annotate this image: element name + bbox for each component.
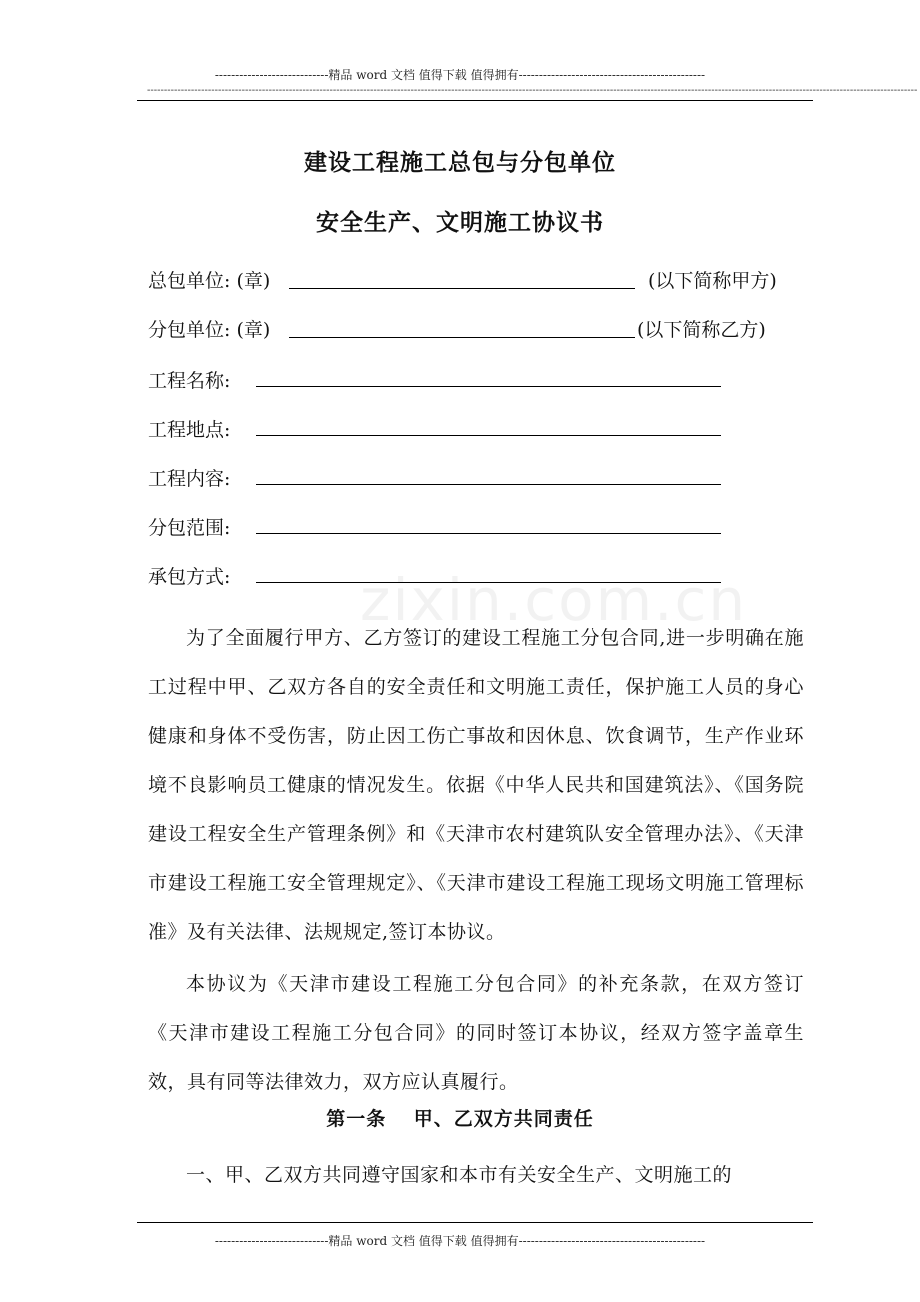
field-subcontractor [148, 315, 804, 345]
field-sub-scope [148, 513, 728, 543]
field-contractor-blank[interactable] [289, 288, 635, 289]
field-contractor-label: 总包单位: (章) [148, 270, 271, 292]
field-subcontractor-note: (以下简称乙方) [637, 319, 766, 341]
field-contractor-note: (以下简称甲方) [648, 270, 777, 292]
field-project-name [148, 366, 728, 396]
body-paragraph-supplement: 本协议为《天津市建设工程施工分包合同》的补充条款，在双方签订《天津市建设工程施工分包合同》的同时签订本协议，经双方签字盖章生效，具有同等法律效力，双方应认真履行。 [148, 973, 804, 1093]
field-subcontractor-blank[interactable] [289, 337, 635, 338]
field-project-name-blank[interactable] [256, 386, 721, 387]
field-contract-mode-label: 承包方式: [148, 566, 231, 588]
field-project-content-blank[interactable] [256, 484, 721, 485]
field-project-name-label: 工程名称: [148, 370, 231, 392]
body-paragraph-article1-item1: 一、甲、乙双方共同遵守国家和本市有关安全生产、文明施工的 [186, 1164, 733, 1186]
page-footer-banner: ----------------------------精品 word 文档 值得下载 值得拥有---------------------------------------------- [214, 1234, 706, 1248]
body-paragraph-purpose: 为了全面履行甲方、乙方签订的建设工程施工分包合同,进一步明确在施工过程中甲、乙双方各自的安全责任和文明施工责任，保护施工人员的身心健康和身体不受伤害，防止因工伤亡事故和因休息、饮食调节，生产作业环境不良影响员工健康的情况发生。依据《中华人民共和国建筑法》、《国务院建设工程安全生产管理条例》和《天津市农村建筑队安全管理办法》、《天津市建设工程施工安全管理规定》、《天津市建设工程施工现场文明施工管理标准》及有关法律、法规规定,签订本协议。 [148, 627, 804, 943]
field-project-location [148, 415, 728, 445]
field-sub-scope-label: 分包范围: [148, 517, 231, 539]
header-dash-line: ------------------------------------------------------------------------------------------------------------------------------------------------------------------------------------------------------------------------------------ [147, 85, 918, 96]
field-contract-mode [148, 562, 728, 592]
field-sub-scope-blank[interactable] [256, 533, 721, 534]
field-contractor [148, 266, 804, 296]
field-project-location-blank[interactable] [256, 435, 721, 436]
footer-rule [137, 1222, 813, 1223]
document-title-line2: 安全生产、文明施工协议书 [316, 209, 604, 236]
field-project-content-label: 工程内容: [148, 468, 231, 490]
header-rule [137, 100, 813, 101]
field-contract-mode-blank[interactable] [256, 582, 721, 583]
watermark-logo: zixin.com.cn [360, 566, 748, 634]
section-heading-article1: 第一条 甲、乙双方共同责任 [326, 1108, 594, 1130]
field-project-location-label: 工程地点: [148, 419, 231, 441]
page-header-banner: ----------------------------精品 word 文档 值得下载 值得拥有---------------------------------------------- [214, 68, 706, 82]
document-title-line1: 建设工程施工总包与分包单位 [304, 149, 616, 176]
field-project-content [148, 464, 728, 494]
field-subcontractor-label: 分包单位: (章) [148, 319, 271, 341]
